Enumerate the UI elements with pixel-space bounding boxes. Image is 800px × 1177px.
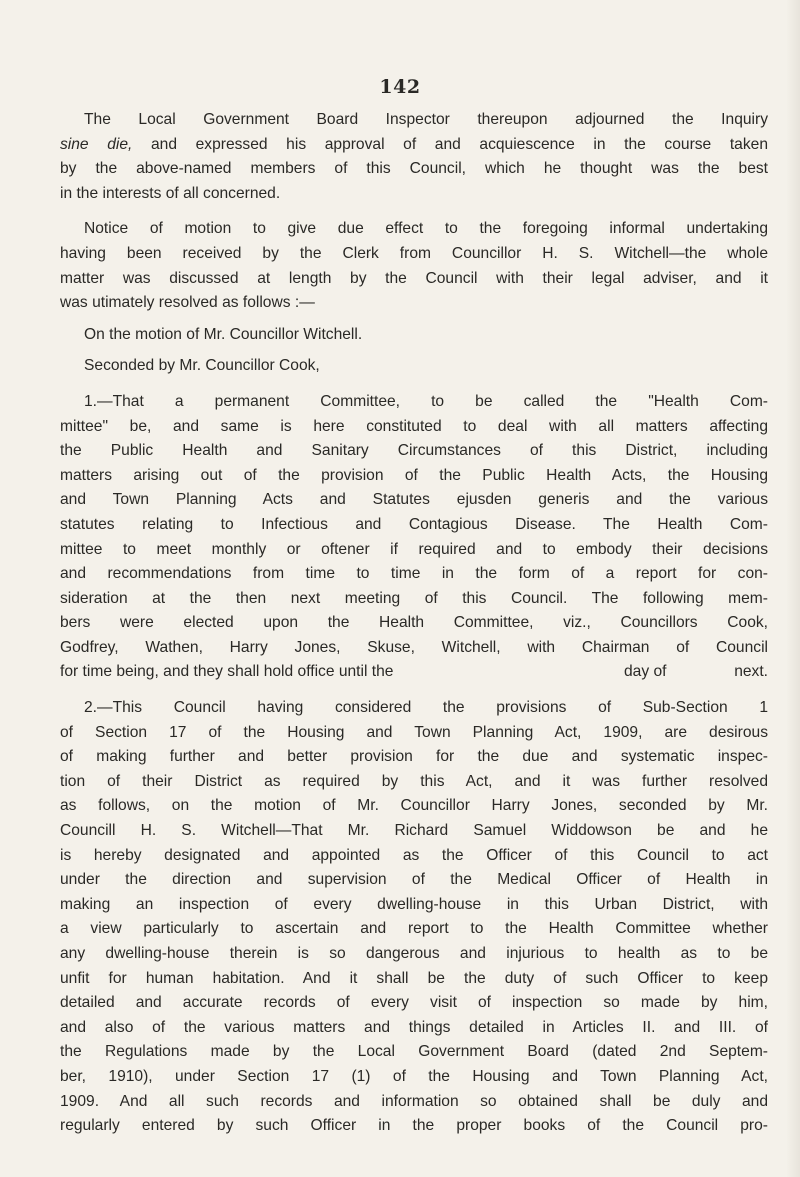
text-line: ber, 1910), under Section 17 (1) of the Housing and Town Planning Act,: [60, 1067, 768, 1085]
text-line: of making further and better provision for the due and systematic inspec-: [60, 748, 768, 766]
text-line: statutes relating to Infectious and Contagious Disease. The Health Com-: [60, 515, 768, 533]
text-line: and recommendations from time to time in the form of a report for con-: [60, 565, 768, 583]
text-line: and also of the various matters and things detailed in Articles II. and III. of: [60, 1018, 768, 1036]
text-line: the Regulations made by the Local Government Board (dated 2nd Septem-: [60, 1043, 768, 1061]
text-line: any dwelling-house therein is so dangerous and injurious to health as to be: [60, 945, 768, 962]
text-line: 2.—This Council having considered the provisions of Sub-Section 1: [84, 699, 768, 717]
text-line: a view particularly to ascertain and report to the Health Committee whether: [60, 920, 768, 938]
text-line: is hereby designated and appointed as the Officer of this Council to act: [60, 846, 768, 864]
text-line: was utimately resolved as follows :—: [60, 294, 315, 312]
text-line: regularly entered by such Officer in the proper books of the Council pro-: [60, 1117, 768, 1135]
text-span: next.: [734, 663, 768, 681]
text-line: mittee" be, and same is here constituted to deal with all matters affecting: [60, 417, 768, 435]
text-line: Councill H. S. Witchell—That Mr. Richard Samuel Widdowson be and he: [60, 822, 768, 840]
text-line: bers were elected upon the Health Committee, viz., Councillors Cook,: [60, 614, 768, 632]
resolution-2: [60, 696, 768, 1139]
resolution-1: [60, 390, 768, 685]
text-line: as follows, on the motion of Mr. Councillor Harry Jones, seconded by Mr.: [60, 797, 768, 815]
page-edge-shadow: [786, 0, 800, 1177]
text-line: having been received by the Clerk from Councillor H. S. Witchell—the whole: [60, 244, 768, 262]
italic-phrase: sine die,: [60, 135, 133, 153]
text-line: making an inspection of every dwelling-house in this Urban District, with: [60, 895, 768, 913]
text-line: mittee to meet monthly or oftener if required and to embody their decisions: [60, 540, 768, 558]
text-span: for time being, and they shall hold office until the: [60, 663, 394, 681]
paragraph-notice-of-motion: [60, 217, 768, 315]
text-line: [60, 133, 768, 158]
text-line: matter was discussed at length by the Council with their legal adviser, and it: [60, 269, 768, 287]
text-line: matters arising out of the provision of the Public Health Acts, the Housing: [60, 466, 768, 484]
text-line: the Public Health and Sanitary Circumstances of this District, including: [60, 442, 768, 460]
paragraph-inquiry-adjourned: [60, 108, 768, 206]
text-line: of Section 17 of the Housing and Town Planning Act, 1909, are desirous: [60, 723, 768, 741]
text-line: under the direction and supervision of the Medical Officer of Health in: [60, 871, 768, 889]
text-line: unfit for human habitation. And it shall be the duty of such Officer to keep: [60, 969, 768, 987]
page-number: 142: [379, 76, 421, 98]
text-span: and expressed his approval of and acquiescence in the course taken: [132, 135, 768, 153]
text-span: day of: [624, 663, 667, 681]
text-line: sideration at the then next meeting of this Council. The following mem-: [60, 589, 768, 607]
seconded-line: Seconded by Mr. Councillor Cook,: [84, 357, 320, 375]
text-line: and Town Planning Acts and Statutes ejusden generis and the various: [60, 491, 768, 509]
text-line: in the interests of all concerned.: [60, 184, 281, 202]
text-line: The Local Government Board Inspector thereupon adjourned the Inquiry: [84, 111, 768, 128]
motion-line: On the motion of Mr. Councillor Witchell.: [84, 325, 363, 343]
text-line: by the above-named members of this Council, which he thought was the best: [60, 160, 768, 178]
text-line: 1909. And all such records and information so obtained shall be duly and: [60, 1092, 768, 1110]
text-line: Notice of motion to give due effect to the foregoing informal undertaking: [84, 220, 768, 238]
document-body: [60, 108, 768, 1139]
text-line: tion of their District as required by this Act, and it was further resolved: [60, 772, 768, 790]
text-line: detailed and accurate records of every visit of inspection so made by him,: [60, 994, 768, 1012]
text-line: Godfrey, Wathen, Harry Jones, Skuse, Witchell, with Chairman of Council: [60, 638, 768, 656]
text-line: [60, 660, 768, 685]
text-line: 1.—That a permanent Committee, to be called the "Health Com-: [84, 392, 768, 410]
